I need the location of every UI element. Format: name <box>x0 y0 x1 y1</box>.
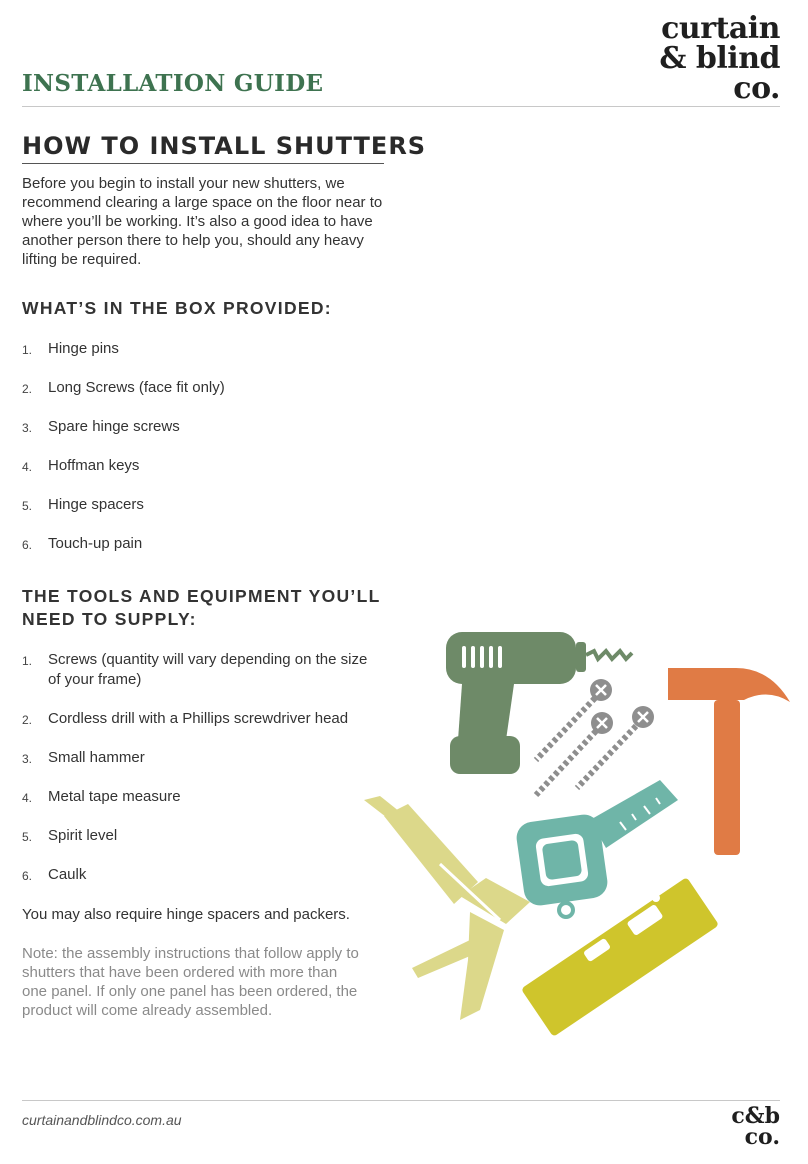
footer-website-link[interactable]: curtainandblindco.com.au <box>22 1112 182 1128</box>
footer-logo-line: c&b <box>731 1103 780 1129</box>
logo-line: & blind <box>659 41 780 76</box>
list-item-text: Touch-up pain <box>48 535 143 552</box>
box-section-heading: WHAT’S IN THE BOX PROVIDED: <box>22 298 332 318</box>
list-item-text: Hoffman keys <box>48 457 140 474</box>
footer-logo <box>731 1103 780 1150</box>
page-title: HOW TO INSTALL SHUTTERS <box>22 132 384 164</box>
caulk-gun-icon <box>364 796 530 1020</box>
list-number: 6. <box>22 869 33 883</box>
list-item-text: Caulk <box>48 866 87 883</box>
logo-line: co. <box>733 71 780 106</box>
tools-heading-line: NEED TO SUPPLY: <box>22 609 197 629</box>
list-item-text: Small hammer <box>48 749 145 766</box>
list-number: 3. <box>22 421 33 435</box>
list-item-text: Metal tape measure <box>48 788 181 805</box>
additional-requirements-text: You may also require hinge spacers and packers. <box>22 906 350 923</box>
list-item-text: Hinge pins <box>48 340 119 357</box>
list-item-text: Long Screws (face fit only) <box>48 379 225 396</box>
document-header-title: INSTALLATION GUIDE <box>22 70 324 97</box>
list-item-text: Hinge spacers <box>48 496 144 513</box>
footer-logo-line: co. <box>744 1124 780 1150</box>
intro-paragraph: Before you begin to install your new shutters, we recommend clearing a large space on the floor near to where you’ll be working. It’s also a good idea to have another person there to help you, should any heavy lifting be required. <box>22 175 383 268</box>
list-item-text: Screws (quantity will vary depending on the size of your frame) <box>48 651 368 688</box>
list-number: 2. <box>22 713 33 727</box>
hammer-icon <box>668 668 790 855</box>
footer-divider <box>22 1100 780 1101</box>
screws-icon <box>536 679 654 795</box>
assembly-note: Note: the assembly instructions that follow apply to shutters that have been ordered with more than one panel. If only one panel has been ordered, the product will come already assembled. <box>22 945 359 1019</box>
logo-line: curtain <box>661 11 780 46</box>
list-number: 5. <box>22 830 33 844</box>
list-number: 3. <box>22 752 33 766</box>
tools-heading-line: THE TOOLS AND EQUIPMENT YOU’LL <box>22 586 381 606</box>
list-number: 5. <box>22 499 33 513</box>
list-number: 4. <box>22 791 33 805</box>
list-item-text: Spare hinge screws <box>48 418 180 435</box>
list-item-text: Spirit level <box>48 827 118 844</box>
list-number: 2. <box>22 382 33 396</box>
list-item-text: Cordless drill with a Phillips screwdriver head <box>48 710 349 727</box>
list-number: 6. <box>22 538 33 552</box>
list-number: 1. <box>22 654 33 668</box>
list-number: 4. <box>22 460 33 474</box>
list-number: 1. <box>22 343 33 357</box>
